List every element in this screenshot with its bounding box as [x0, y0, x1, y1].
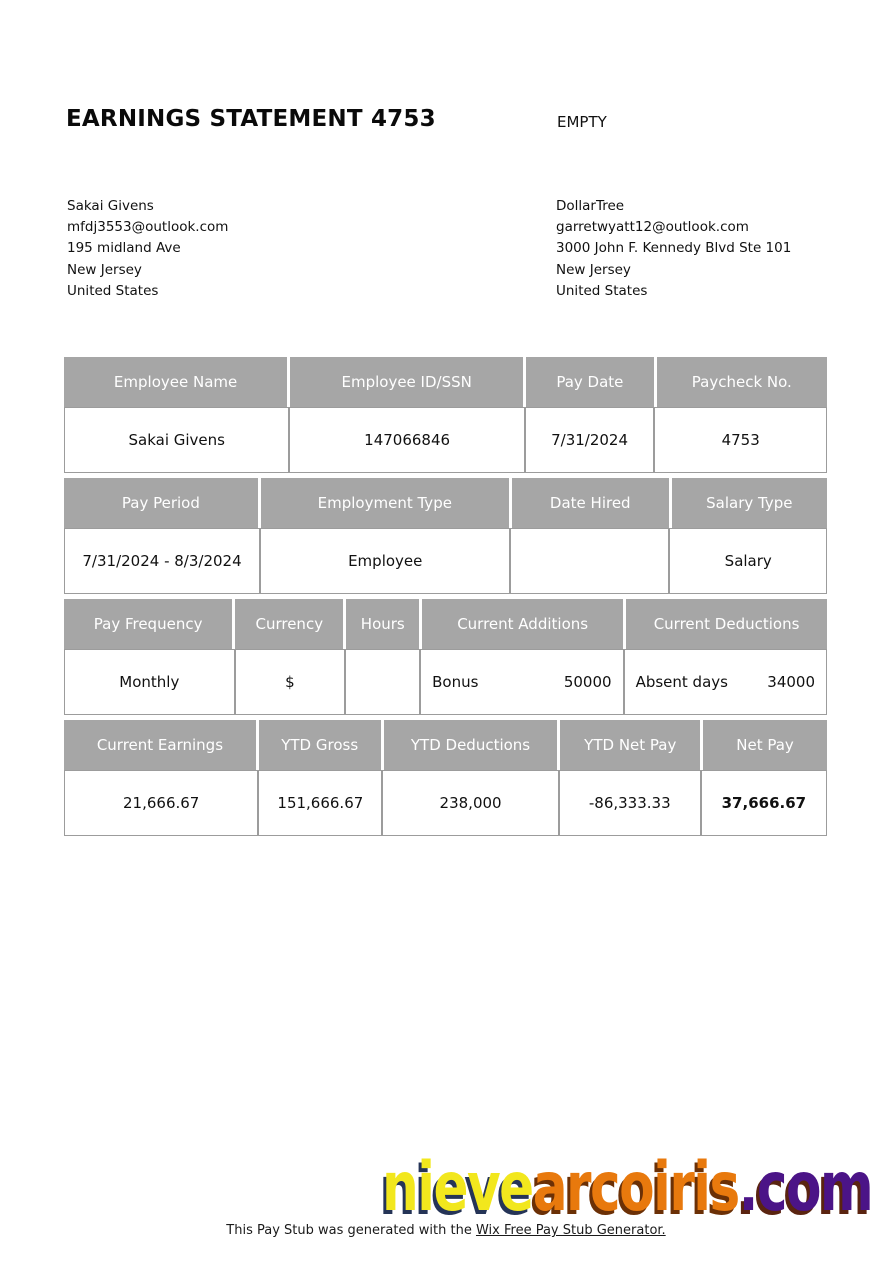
value-row-identity — [64, 407, 827, 473]
employee-name: Sakai Givens — [67, 198, 154, 214]
value-row-employment — [64, 528, 827, 594]
col-header-pay-date: Pay Date — [526, 357, 653, 407]
cell-current-earnings: 21,666.67 — [65, 771, 257, 835]
col-header-currency: Currency — [235, 599, 343, 649]
deduction-amount: 34000 — [767, 673, 815, 691]
cell-employment-type: Employee — [261, 529, 509, 593]
value-row-pay-details — [64, 649, 827, 715]
employee-region: New Jersey — [67, 261, 142, 278]
col-header-current-additions: Current Additions — [422, 599, 623, 649]
brand-logo-text — [382, 1148, 873, 1227]
logo-part-com: .com — [738, 1148, 873, 1227]
page-title: EARNINGS STATEMENT 4753 — [66, 106, 436, 132]
employee-country: United States — [67, 282, 159, 299]
col-header-employee-name: Employee Name — [64, 357, 287, 407]
employer-country: United States — [556, 282, 648, 299]
employer-region: New Jersey — [556, 261, 631, 278]
col-header-ytd-gross: YTD Gross — [259, 720, 381, 770]
cell-pay-frequency: Monthly — [65, 650, 234, 714]
addition-label: Bonus — [432, 673, 479, 691]
cell-current-additions — [421, 650, 622, 714]
value-row-totals — [64, 770, 827, 836]
col-header-net-pay: Net Pay — [703, 720, 827, 770]
employee-email: mfdj3553@outlook.com — [67, 219, 229, 236]
cell-net-pay: 37,666.67 — [702, 771, 826, 835]
col-header-ytd-deductions: YTD Deductions — [384, 720, 558, 770]
col-header-current-earnings: Current Earnings — [64, 720, 256, 770]
cell-paycheck-no: 4753 — [655, 408, 826, 472]
footer-note — [0, 1223, 892, 1238]
footer-text: This Pay Stub was generated with the — [226, 1223, 476, 1238]
col-header-current-deductions: Current Deductions — [626, 599, 827, 649]
cell-pay-period: 7/31/2024 - 8/3/2024 — [65, 529, 259, 593]
logo-part-nieve: nieve — [382, 1148, 533, 1227]
status-label: EMPTY — [557, 113, 607, 131]
brand-logo — [382, 1148, 892, 1227]
col-header-salary-type: Salary Type — [672, 478, 827, 528]
cell-salary-type: Salary — [670, 529, 826, 593]
cell-ytd-net-pay: -86,333.33 — [560, 771, 700, 835]
employer-address-block — [556, 196, 791, 302]
employee-address-block — [67, 196, 228, 302]
header-row-employment — [64, 478, 827, 528]
cell-currency: $ — [236, 650, 344, 714]
cell-pay-date: 7/31/2024 — [526, 408, 654, 472]
col-header-hours: Hours — [346, 599, 419, 649]
logo-part-arcoiris: arcoiris — [532, 1148, 739, 1227]
cell-employee-id: 147066846 — [290, 408, 523, 472]
cell-ytd-gross: 151,666.67 — [259, 771, 381, 835]
header-row-pay-details — [64, 599, 827, 649]
col-header-pay-frequency: Pay Frequency — [64, 599, 232, 649]
cell-current-deductions — [625, 650, 826, 714]
wix-generator-link[interactable]: Wix Free Pay Stub Generator. — [475, 1223, 666, 1238]
col-header-pay-period: Pay Period — [64, 478, 258, 528]
col-header-date-hired: Date Hired — [512, 478, 669, 528]
employer-email: garretwyatt12@outlook.com — [556, 219, 749, 236]
deduction-label: Absent days — [635, 673, 728, 691]
cell-hours — [346, 650, 419, 714]
employer-name: DollarTree — [556, 198, 625, 214]
employer-street: 3000 John F. Kennedy Blvd Ste 101 — [556, 240, 792, 257]
col-header-employee-id: Employee ID/SSN — [290, 357, 523, 407]
cell-employee-name: Sakai Givens — [65, 408, 288, 472]
header-row-identity — [64, 357, 827, 407]
cell-ytd-deductions: 238,000 — [383, 771, 557, 835]
paystub-table — [64, 357, 827, 841]
col-header-paycheck-no: Paycheck No. — [657, 357, 827, 407]
col-header-employment-type: Employment Type — [261, 478, 509, 528]
employee-street: 195 midland Ave — [67, 240, 181, 257]
cell-date-hired — [511, 529, 668, 593]
col-header-ytd-net-pay: YTD Net Pay — [560, 720, 700, 770]
addition-amount: 50000 — [563, 673, 612, 691]
header-row-totals — [64, 720, 827, 770]
